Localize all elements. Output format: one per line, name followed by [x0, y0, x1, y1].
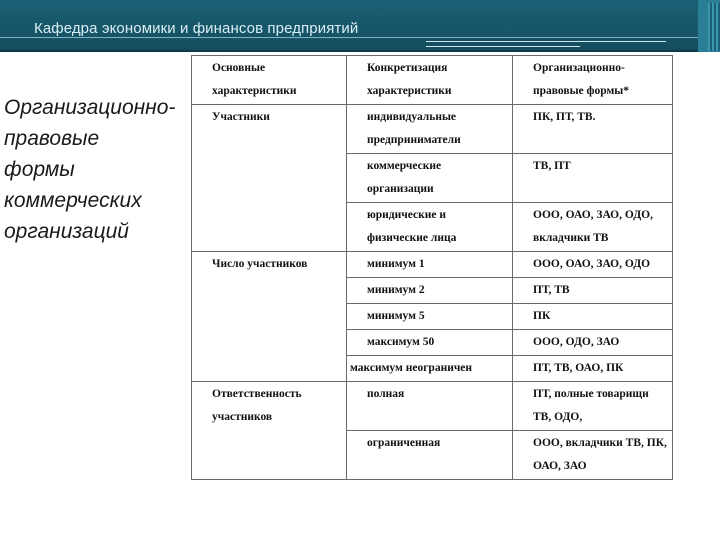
org-forms-table — [191, 55, 673, 480]
table-cell: ПК, ПТ, ТВ. — [513, 105, 673, 154]
slide-title-line: Организационно- — [4, 96, 176, 119]
table-cell: ООО, ОАО, ЗАО, ОДО — [513, 252, 673, 278]
header-rule — [426, 41, 666, 42]
table-cell: минимум 1 — [347, 252, 513, 278]
table-cell: Число участников — [192, 252, 347, 382]
table-cell: ПТ, ТВ — [513, 278, 673, 304]
header-rule — [0, 50, 720, 52]
table-cell: максимум 50 — [347, 330, 513, 356]
header-stripe — [708, 3, 720, 51]
table-row — [192, 382, 673, 431]
table-cell: минимум 5 — [347, 304, 513, 330]
table-cell: ТВ, ПТ — [513, 154, 673, 203]
table-cell: Участники — [192, 105, 347, 252]
table-cell: ООО, вкладчики ТВ, ПК, ОАО, ЗАО — [513, 431, 673, 480]
table-cell: ООО, ОАО, ЗАО, ОДО, вкладчики ТВ — [513, 203, 673, 252]
table-cell: индивидуальные предприниматели — [347, 105, 513, 154]
table-cell: максимум неограничен — [347, 356, 513, 382]
slide-title-line: коммерческих — [4, 189, 142, 212]
column-header: Конкретизация характеристики — [347, 56, 513, 105]
header-rule — [426, 46, 580, 47]
table-cell: ПК — [513, 304, 673, 330]
table-row — [192, 252, 673, 278]
table-cell: коммерческие организации — [347, 154, 513, 203]
header-rule — [0, 37, 710, 38]
slide-title — [4, 92, 190, 247]
table-cell: ПТ, полные товарищи ТВ, ОДО, — [513, 382, 673, 431]
slide-title-line: организаций — [4, 220, 129, 243]
table-header-row — [192, 56, 673, 105]
table-cell: ПТ, ТВ, ОАО, ПК — [513, 356, 673, 382]
table-cell: юридические и физические лица — [347, 203, 513, 252]
column-header: Организационно-правовые формы* — [513, 56, 673, 105]
table-cell: Ответственность участников — [192, 382, 347, 480]
header-title: Кафедра экономики и финансов предприятий — [34, 20, 359, 37]
table-cell: ограниченная — [347, 431, 513, 480]
slide-title-line: правовые — [4, 127, 100, 150]
header-bar — [0, 0, 720, 52]
column-header: Основные характеристики — [192, 56, 347, 105]
table-cell: полная — [347, 382, 513, 431]
table-cell: минимум 2 — [347, 278, 513, 304]
table-row — [192, 105, 673, 154]
table-image — [191, 55, 672, 482]
slide-title-line: формы — [4, 158, 75, 181]
table-cell: ООО, ОДО, ЗАО — [513, 330, 673, 356]
